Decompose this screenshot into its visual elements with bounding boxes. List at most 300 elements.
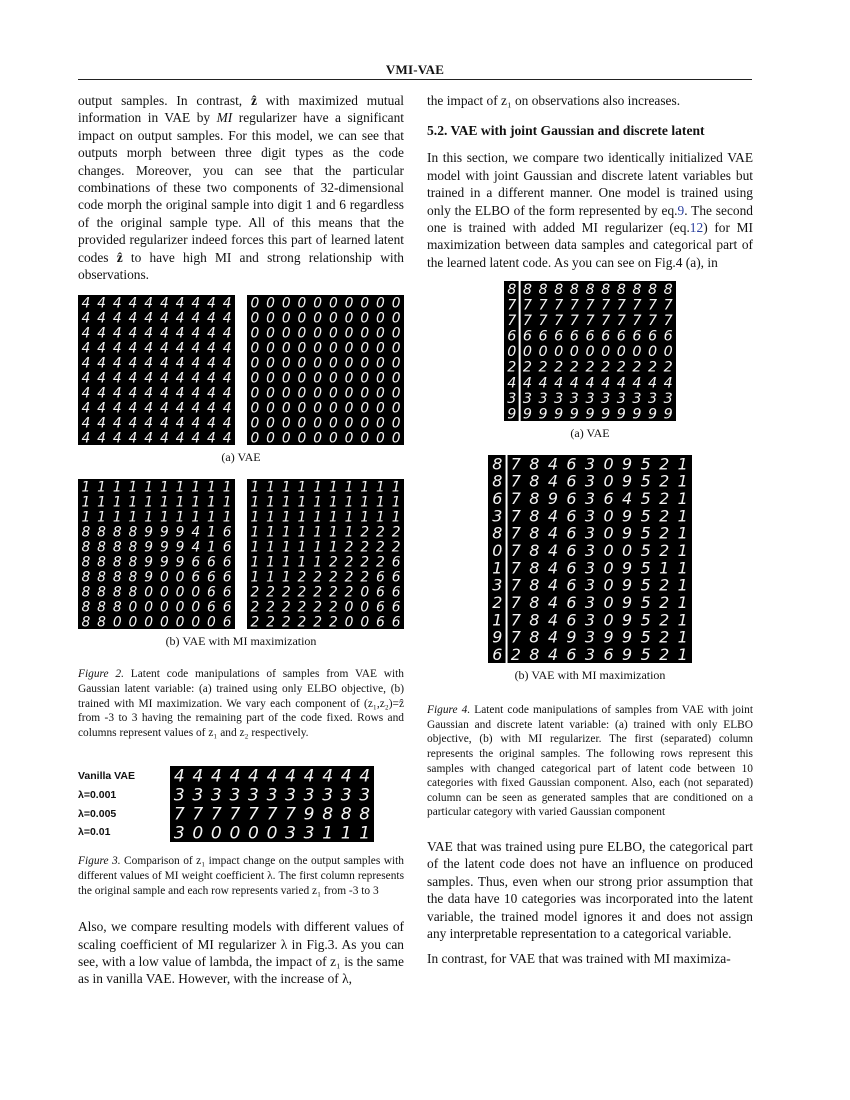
digit-sample: 2: [313, 599, 323, 616]
digit-sample: 1: [391, 494, 401, 511]
digit-sample: 8: [81, 584, 91, 601]
digit-sample: 8: [97, 614, 106, 630]
digit-sample: 3: [359, 786, 371, 807]
digit-sample: 1: [313, 509, 323, 526]
digit-sample: 4: [616, 375, 626, 392]
digit-sample: 6: [207, 584, 216, 601]
digit-sample: 4: [222, 385, 232, 402]
figure-3: [78, 766, 404, 898]
digit-sample: 1: [328, 539, 338, 556]
digit-sample: 9: [569, 406, 579, 422]
digit-sample: 2: [328, 554, 338, 571]
digit-sample: 4: [547, 645, 558, 664]
digit-sample: 7: [510, 455, 521, 474]
digit-sample: 2: [659, 593, 670, 613]
digit-sample: 1: [297, 524, 307, 541]
digit-sample: 0: [250, 370, 260, 387]
digit-sample: 4: [554, 375, 564, 392]
digit-sample: 0: [360, 599, 370, 616]
digit-sample: 3: [632, 391, 642, 408]
digit-sample: 2: [659, 627, 670, 647]
digit-sample: 8: [529, 593, 540, 613]
digit-sample: 8: [554, 282, 564, 299]
digit-sample: 4: [144, 400, 154, 417]
digit-sample: 7: [266, 805, 278, 826]
digit-sample: 2: [328, 584, 338, 601]
digit-sample: 4: [222, 310, 232, 327]
digit-sample: 6: [222, 569, 232, 586]
digit-sample: 9: [144, 539, 154, 556]
digit-sample: 3: [601, 391, 611, 408]
digit-sample: 3: [507, 391, 517, 408]
digit-sample: 4: [547, 558, 558, 578]
digit-sample: 2: [507, 359, 517, 376]
digit-sample: 0: [297, 385, 307, 402]
digit-sample: 8: [128, 584, 138, 601]
digit-sample: 4: [159, 400, 169, 417]
digit-sample: 8: [507, 282, 517, 299]
digit-sample: 4: [507, 375, 517, 392]
digit-sample: 4: [112, 355, 122, 372]
digit-sample: 1: [313, 539, 323, 556]
digit-sample: 0: [191, 614, 201, 630]
digit-sample: 2: [554, 359, 564, 376]
digit-sample: 9: [603, 627, 614, 647]
digit-sample: 4: [191, 370, 201, 387]
digit-sample: 9: [144, 524, 154, 541]
digit-sample: 7: [510, 627, 521, 647]
digit-sample: 4: [128, 325, 138, 342]
digit-sample: 0: [175, 584, 185, 601]
digit-sample: 7: [569, 297, 579, 314]
digit-sample: 9: [303, 805, 315, 826]
digit-sample: 0: [250, 400, 260, 417]
digit-sample: 9: [622, 627, 633, 647]
digit-sample: 0: [376, 400, 385, 417]
digit-sample: 7: [554, 297, 564, 314]
digit-sample: 7: [510, 541, 521, 561]
digit-sample: 8: [112, 584, 122, 601]
digit-sample: 0: [538, 344, 548, 361]
section-heading-5-2: 5.2. VAE with joint Gaussian and discrete latent: [427, 123, 705, 139]
digit-sample: 0: [250, 430, 260, 446]
digit-sample: 4: [547, 627, 558, 647]
digit-sample: 4: [144, 340, 154, 357]
digit-sample: 0: [360, 310, 370, 327]
digit-sample: 0: [313, 400, 323, 417]
digit-sample: 1: [492, 558, 503, 578]
digit-sample: 8: [128, 569, 138, 586]
digit-sample: 0: [266, 824, 278, 843]
digit-sample: 6: [391, 599, 401, 616]
digit-sample: 4: [81, 325, 91, 342]
digit-sample: 1: [328, 479, 338, 496]
digit-sample: 0: [229, 824, 241, 843]
digit-sample: 8: [97, 584, 106, 601]
digit-sample: 0: [248, 824, 259, 843]
digit-sample: 9: [616, 406, 626, 422]
digit-sample: 4: [547, 541, 558, 561]
digit-sample: 9: [647, 406, 658, 422]
digit-sample: 4: [191, 325, 201, 342]
digit-sample: 4: [112, 310, 122, 327]
right-paragraph-1: In this section, we compare two identically initialized VAE model with joint Gaussian and discrete latent variables but trained in a different manner. One model is trained using only the ELBO of the form represented by eq.9. The second one is trained with added MI regularizer (eq.12) for MI maximization between data samples and categorical part of the learned latent code. As you can see on Fig.4 (a), in: [427, 150, 753, 270]
digit-sample: 2: [569, 359, 579, 376]
digit-sample: 6: [566, 593, 577, 613]
digit-sample: 0: [266, 400, 275, 417]
digit-sample: 2: [297, 599, 307, 616]
digit-sample: 0: [360, 584, 370, 601]
digit-sample: 2: [313, 614, 323, 630]
digit-sample: 8: [81, 539, 91, 556]
digit-sample: 2: [297, 614, 307, 630]
digit-sample: 1: [266, 479, 275, 496]
digit-sample: 4: [97, 385, 106, 402]
digit-sample: 4: [97, 325, 106, 342]
digit-sample: 1: [97, 494, 106, 511]
digit-sample: 8: [128, 539, 138, 556]
digit-sample: 0: [144, 614, 154, 630]
digit-sample: 4: [128, 295, 138, 312]
digit-sample: 0: [391, 310, 401, 327]
digit-sample: 4: [112, 400, 122, 417]
digit-sample: 2: [659, 506, 670, 526]
digit-sample: 2: [344, 539, 354, 556]
digit-sample: 4: [207, 310, 216, 327]
digit-sample: 1: [159, 479, 169, 496]
left-paragraph-1: output samples. In contrast, ẑ with maximized mutual information in VAE by MI regularizer have a significant impact on output samples. For this model, we can see that outputs morph between three digit types as the code changes. Moreover, you can see that the particular combinations of these two components of 32-dimensional code morph the original sample into digit 1 and 6 regardless of the original sample type. All of this means that the provided regularizer indeed forces this part of learned latent codes ẑ to have high MI and strong relationship with observations.: [78, 93, 405, 283]
digit-sample: 7: [510, 558, 521, 578]
digit-sample: 0: [376, 295, 385, 312]
digit-sample: 0: [281, 295, 291, 312]
digit-sample: 7: [507, 313, 517, 330]
digit-sample: 3: [584, 558, 596, 578]
digit-sample: 1: [281, 569, 291, 586]
digit-sample: 3: [285, 786, 296, 807]
digit-sample: 0: [328, 295, 338, 312]
digit-sample: 0: [297, 400, 307, 417]
digit-sample: 0: [344, 599, 354, 616]
digit-sample: 0: [191, 599, 201, 616]
digit-sample: 3: [663, 391, 673, 408]
digit-sample: 0: [328, 340, 338, 357]
digit-sample: 4: [112, 370, 122, 387]
digit-sample: 6: [585, 328, 595, 345]
digit-sample: 0: [360, 325, 370, 342]
digit-sample: 6: [603, 645, 614, 664]
digit-sample: 6: [566, 541, 577, 561]
digit-sample: 4: [112, 340, 122, 357]
digit-sample: 0: [207, 614, 216, 630]
digit-sample: 8: [529, 523, 540, 543]
digit-sample: 8: [663, 282, 673, 299]
digit-sample: 0: [603, 455, 614, 474]
digit-sample: 1: [250, 524, 260, 541]
digit-sample: 4: [191, 400, 201, 417]
digit-sample: 8: [97, 554, 106, 571]
digit-sample: 7: [663, 313, 673, 330]
digit-sample: 4: [647, 375, 658, 392]
digit-sample: 1: [266, 494, 275, 511]
digit-sample: 1: [340, 824, 352, 843]
digit-sample: 2: [585, 359, 595, 376]
digit-sample: 6: [391, 614, 401, 630]
digit-sample: 0: [313, 415, 323, 432]
eq9-link[interactable]: 9: [677, 202, 685, 218]
digit-sample: 1: [144, 494, 154, 511]
digit-sample: 8: [128, 524, 138, 541]
digit-sample: 9: [159, 554, 169, 571]
digit-sample: 7: [510, 593, 521, 613]
digit-sample: 1: [207, 494, 216, 511]
digit-sample: 4: [207, 295, 216, 312]
digit-sample: 1: [191, 479, 201, 496]
digit-sample: 4: [144, 355, 154, 372]
digit-sample: 4: [144, 295, 154, 312]
digit-sample: 3: [647, 391, 658, 408]
digit-sample: 8: [529, 471, 540, 491]
digit-sample: 0: [313, 310, 323, 327]
digit-sample: 3: [229, 786, 241, 807]
digit-sample: 4: [144, 325, 154, 342]
digit-sample: 7: [510, 523, 521, 543]
digit-sample: 6: [522, 328, 533, 345]
digit-sample: 4: [128, 415, 138, 432]
digit-sample: 1: [128, 509, 138, 526]
digit-sample: 4: [175, 400, 185, 417]
digit-sample: 9: [622, 523, 633, 543]
digit-sample: 0: [313, 430, 323, 446]
digit-sample: 2: [510, 645, 521, 664]
digit-sample: 4: [207, 400, 216, 417]
figure-3-caption: Figure 3. Comparison of z₁ impact change on the output samples with different values of MI weight coefficient λ. The first column represents the original sample and each row represents varied z₁ from -3 to 3: [78, 855, 404, 897]
eq12-link[interactable]: 12: [689, 220, 704, 236]
digit-sample: 4: [175, 385, 185, 402]
digit-sample: 6: [663, 328, 673, 345]
digit-sample: 0: [297, 310, 307, 327]
digit-sample: 0: [328, 355, 338, 372]
digit-sample: 0: [391, 400, 401, 417]
digit-sample: 4: [547, 455, 558, 474]
running-header: VMI-VAE: [385, 62, 445, 77]
digit-sample: 0: [603, 593, 614, 613]
digit-sample: 0: [266, 295, 275, 312]
digit-sample: 1: [112, 479, 122, 496]
digit-sample: 0: [616, 344, 626, 361]
digit-sample: 1: [297, 494, 307, 511]
digit-sample: 7: [510, 610, 521, 630]
digit-sample: 6: [191, 554, 201, 571]
digit-sample: 1: [266, 524, 275, 541]
digit-sample: 8: [97, 524, 106, 541]
digit-sample: 3: [173, 786, 185, 807]
digit-sample: 9: [507, 406, 517, 422]
digit-sample: 9: [622, 593, 633, 613]
digit-sample: 0: [603, 506, 614, 526]
digit-sample: 0: [391, 430, 401, 446]
digit-sample: 1: [344, 494, 354, 511]
digit-sample: 8: [128, 554, 138, 571]
digit-sample: 0: [569, 344, 579, 361]
digit-sample: 4: [144, 385, 154, 402]
digit-sample: 1: [207, 524, 216, 541]
digit-sample: 1: [328, 509, 338, 526]
digit-sample: 0: [391, 355, 401, 372]
figure-2a-right-grid: [247, 295, 404, 445]
digit-sample: 1: [281, 524, 291, 541]
digit-sample: 0: [585, 344, 595, 361]
digit-sample: 7: [632, 297, 642, 314]
digit-sample: 1: [391, 479, 401, 496]
digit-sample: 6: [566, 523, 577, 543]
figure-2a-left-grid: [78, 295, 235, 445]
figure-2a-grids: [78, 295, 404, 445]
digit-sample: 1: [81, 494, 91, 511]
right-paragraph-3: In contrast, for VAE that was trained with MI maximiza-: [427, 951, 731, 967]
digit-sample: 4: [81, 415, 91, 432]
figure-4a-subcaption: (a) VAE: [570, 426, 610, 441]
digit-sample: 1: [677, 610, 688, 630]
digit-sample: 2: [376, 524, 385, 541]
digit-sample: 4: [663, 375, 673, 392]
digit-sample: 1: [222, 509, 232, 526]
digit-sample: 4: [522, 375, 533, 392]
digit-sample: 0: [266, 430, 275, 446]
digit-sample: 0: [603, 471, 614, 491]
digit-sample: 3: [616, 391, 626, 408]
digit-sample: 8: [529, 575, 540, 595]
digit-sample: 2: [522, 359, 533, 376]
digit-sample: 4: [175, 340, 185, 357]
digit-sample: 1: [360, 479, 370, 496]
digit-sample: 8: [81, 524, 91, 541]
digit-sample: 4: [222, 355, 232, 372]
digit-sample: 0: [159, 569, 169, 586]
digit-sample: 4: [128, 385, 138, 402]
digit-sample: 4: [112, 325, 122, 342]
digit-sample: 8: [601, 282, 611, 299]
digit-sample: 6: [376, 599, 385, 616]
digit-sample: 7: [585, 297, 595, 314]
digit-sample: 1: [281, 539, 291, 556]
digit-sample: 2: [663, 359, 673, 376]
right-paragraph-0: the impact of z₁ on observations also increases.: [427, 93, 681, 108]
digit-sample: 1: [677, 541, 688, 561]
digit-sample: 7: [663, 297, 673, 314]
digit-sample: 5: [640, 627, 651, 647]
digit-sample: 0: [313, 340, 323, 357]
digit-sample: 0: [266, 340, 275, 357]
digit-sample: 9: [522, 406, 533, 422]
digit-sample: 2: [360, 539, 370, 556]
digit-sample: 5: [640, 523, 651, 543]
digit-sample: 3: [266, 786, 278, 807]
digit-sample: 5: [640, 593, 651, 613]
digit-sample: 0: [159, 599, 169, 616]
digit-sample: 4: [322, 767, 334, 788]
digit-sample: 9: [663, 406, 673, 422]
digit-sample: 9: [622, 575, 633, 595]
digit-sample: 1: [360, 494, 370, 511]
digit-sample: 1: [159, 494, 169, 511]
digit-sample: 0: [250, 295, 260, 312]
digit-sample: 3: [584, 523, 596, 543]
digit-sample: 4: [159, 355, 169, 372]
digit-sample: 2: [647, 359, 658, 376]
digit-sample: 2: [376, 554, 385, 571]
digit-sample: 4: [97, 430, 106, 446]
digit-sample: 0: [313, 355, 323, 372]
digit-sample: 0: [175, 614, 185, 630]
digit-sample: 4: [128, 340, 138, 357]
digit-sample: 0: [266, 370, 275, 387]
digit-sample: 0: [376, 415, 385, 432]
digit-sample: 2: [344, 554, 354, 571]
digit-sample: 8: [97, 569, 106, 586]
right-column: [427, 92, 753, 976]
digit-sample: 7: [616, 297, 626, 314]
digit-sample: 0: [391, 385, 401, 402]
digit-sample: 4: [81, 310, 91, 327]
digit-sample: 3: [584, 541, 596, 561]
digit-sample: 3: [322, 786, 334, 807]
digit-sample: 1: [297, 539, 307, 556]
digit-sample: 2: [281, 614, 291, 630]
digit-sample: 1: [322, 824, 334, 843]
digit-sample: 1: [97, 479, 106, 496]
digit-sample: 8: [112, 569, 122, 586]
digit-sample: 8: [522, 282, 533, 299]
digit-sample: 1: [175, 509, 185, 526]
digit-sample: 6: [566, 645, 577, 664]
digit-sample: 1: [128, 479, 138, 496]
digit-sample: 4: [81, 340, 91, 357]
digit-sample: 1: [250, 494, 260, 511]
digit-sample: 1: [360, 509, 370, 526]
digit-sample: 2: [344, 584, 354, 601]
digit-sample: 0: [360, 400, 370, 417]
digit-sample: 4: [97, 370, 106, 387]
digit-sample: 1: [112, 509, 122, 526]
digit-sample: 6: [222, 584, 232, 601]
digit-sample: 0: [281, 370, 291, 387]
digit-sample: 2: [601, 359, 611, 376]
digit-sample: 1: [677, 593, 688, 613]
digit-sample: 1: [359, 824, 371, 843]
digit-sample: 1: [207, 479, 216, 496]
digit-sample: 0: [281, 310, 291, 327]
digit-sample: 0: [376, 370, 385, 387]
digit-sample: 8: [616, 282, 626, 299]
digit-sample: 3: [584, 575, 596, 595]
digit-sample: 8: [81, 614, 91, 630]
digit-sample: 1: [250, 539, 260, 556]
digit-sample: 0: [663, 344, 673, 361]
digit-sample: 9: [622, 455, 633, 474]
digit-sample: 3: [584, 471, 596, 491]
digit-sample: 1: [281, 509, 291, 526]
digit-sample: 1: [112, 494, 122, 511]
fig3-label-lambda-0.001: λ=0.001: [78, 789, 117, 802]
digit-sample: 8: [322, 805, 334, 826]
digit-sample: 1: [297, 554, 307, 571]
digit-sample: 1: [376, 509, 385, 526]
digit-sample: 0: [159, 614, 169, 630]
digit-sample: 0: [554, 344, 564, 361]
digit-sample: 7: [510, 506, 521, 526]
digit-sample: 7: [569, 313, 579, 330]
digit-sample: 0: [391, 370, 401, 387]
